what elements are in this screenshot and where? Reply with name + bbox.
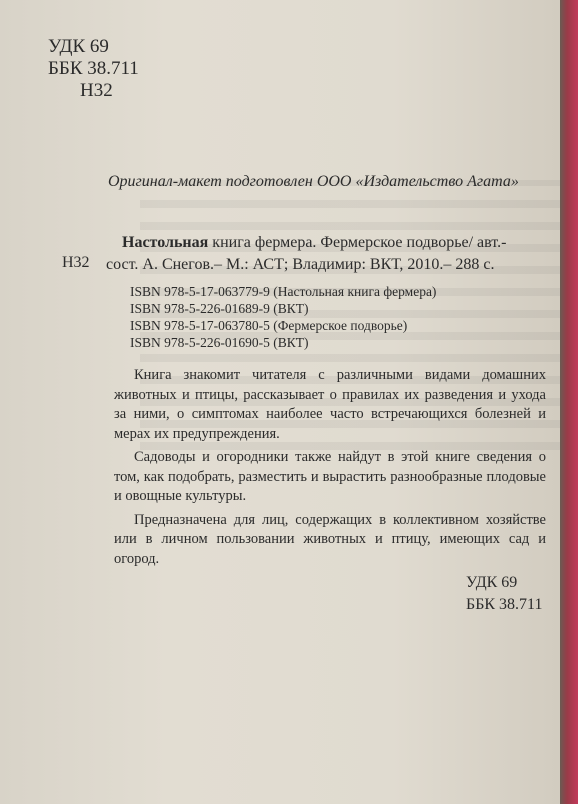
annotation-paragraph: Предназначена для лиц, содержащих в коллективном хозяйстве или в личном пользовании животных и птицу, имеющих сад и огород. xyxy=(114,511,546,567)
title-lead-word: Настольная xyxy=(122,234,209,251)
bib-line-2: сост. А. Снегов.– М.: АСТ; Владимир: ВКТ, 2010.– 288 с. xyxy=(106,256,495,273)
annotation-paragraph: Книга знакомит читателя с различными видами домашних животных и птицы, рассказывает о правилах их разведения и ухода за ними, о симптомах наиболее часто встречающихся болезней и мерах их предупреждения. xyxy=(114,367,546,442)
isbn-line: ISBN 978-5-17-063779-9 (Настольная книга фермера) xyxy=(130,284,437,299)
bibliographic-description xyxy=(106,232,554,276)
bbk-code: ББК 38.711 xyxy=(466,596,543,613)
bibliographic-author-sign: Н32 xyxy=(62,254,90,271)
layout-credit: Оригинал-макет подготовлен ООО «Издательство Агата» xyxy=(108,173,519,190)
udk-code: УДК 69 xyxy=(48,36,109,57)
annotation xyxy=(114,366,546,573)
title-rest: книга фермера. Фермерское подворье/ авт.- xyxy=(208,234,507,251)
classification-block-top xyxy=(48,36,139,102)
bbk-code: ББК 38.711 xyxy=(48,58,139,79)
annotation-paragraph: Садоводы и огородники также найдут в этой книге сведения о том, как подобрать, разместить и вырастить разнообразные плодовые и овощные культуры. xyxy=(114,449,546,504)
author-sign: Н32 xyxy=(80,80,113,101)
udk-code: УДК 69 xyxy=(466,574,518,591)
isbn-line: ISBN 978-5-226-01689-9 (ВКТ) xyxy=(130,301,309,316)
bib-line-1 xyxy=(122,232,554,254)
isbn-line: ISBN 978-5-17-063780-5 (Фермерское подворье) xyxy=(130,318,408,333)
book-spine-edge xyxy=(560,0,578,804)
isbn-line: ISBN 978-5-226-01690-5 (ВКТ) xyxy=(130,335,309,350)
isbn-list xyxy=(130,283,436,351)
classification-block-bottom xyxy=(466,572,542,616)
